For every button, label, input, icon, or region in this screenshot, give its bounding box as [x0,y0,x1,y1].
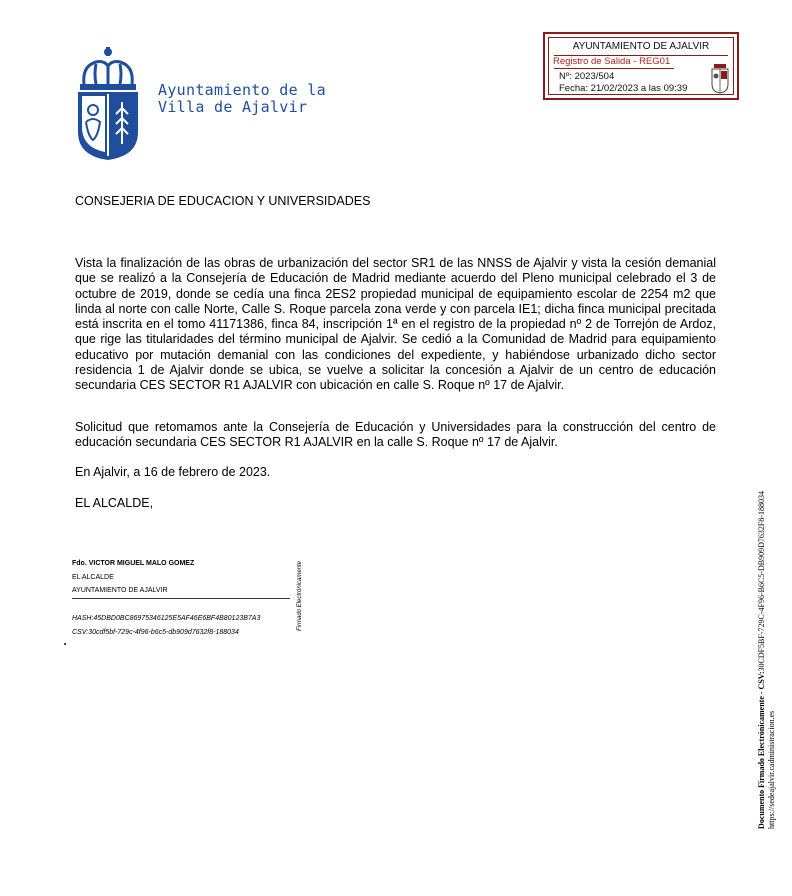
org-name-line2: Villa de Ajalvir [158,98,308,116]
registry-stamp [543,32,739,100]
coat-of-arms-icon [74,44,142,162]
side-note-code: 30CDF5BF-729C-4F96-B6C5-DB909D7632F8-188034 [757,491,766,672]
org-name-line1: Ayuntamiento de la [158,81,326,99]
stamp-registry: Registro de Salida - REG01 [553,56,671,67]
body-paragraph-2: Solicitud que retomamos ante la Consejería de Educación y Universidades para la construcción del centro de educación secundaria CES SECTOR R1 AJALVIR en la calle S. Roque nº 17 de Ajalvir. [75,420,716,450]
stamp-date: Fecha: 21/02/2023 a las 09:39 [559,83,688,94]
stray-dot [64,643,66,645]
side-note-url[interactable]: https://sedeajalvir.cadministracion.es [767,710,776,829]
side-note-label: Documento Firmado Electrónicamente - CSV: [757,671,766,829]
body-paragraph-1: Vista la finalización de las obras de urbanización del sector SR1 de las NNSS de Ajalvir y vista la cesión demanial que se realizó a la Consejería de Educación de Madrid mediante acuerdo del Pleno municipal celebrado el 3 de octubre de 2019, donde se cedía una finca 2ES2 propiedad municipal de equipamiento escolar de 2254 m2 que linda al norte con calle Norte, Calle S. Roque parcela zona verde y con parcela IE1; dicha finca municipal precitada está inscrita en el tomo 41171386, finca 84, inscripción 1ª en el registro de la propiedad nº 2 de Torrejón de Ardoz, que rige las titularidades del término municipal de Ajalvir. Se cedió a la Comunidad de Madrid para equipamiento educativo por mutación demanial con las condiciones del expediente, y habiéndose urbanizado dicho sector residencia 1 de Ajalvir donde se ubica, se vuelve a solicitar la concesión a Ajalvir de un centro de educación secundaria CES SECTOR R1 AJALVIR con ubicación en calle S. Roque nº 17 de Ajalvir. [75,256,716,393]
stamp-number: Nº: 2023/504 [559,71,615,82]
signer-role: EL ALCALDE [72,573,114,581]
signature-csv: CSV:30cdf5bf-729c-4f96-b6c5-db909d7632f8-188034 [72,628,239,636]
signature-hash: HASH:45DBD0BC86975346125E5AF46E6BF4B80123B7A3 [72,615,261,622]
recipient: CONSEJERIA DE EDUCACION Y UNIVERSIDADES [75,194,371,208]
signer-name: Fdo. VICTOR MIGUEL MALO GOMEZ [72,560,195,567]
signature-block [72,557,292,599]
signature-vertical-label: Firmado Electrónicamente [297,560,303,632]
org-name [158,82,326,116]
signature-title: EL ALCALDE, [75,496,154,510]
signer-org: AYUNTAMIENTO DE AJALVIR [72,584,290,599]
signature-codes [72,612,260,639]
stamp-title: AYUNTAMIENTO DE AJALVIR [572,41,710,52]
side-verification-note [752,465,782,855]
stamp-coat-of-arms-icon [711,62,729,94]
place-date: En Ajalvir, a 16 de febrero de 2023. [75,465,271,479]
